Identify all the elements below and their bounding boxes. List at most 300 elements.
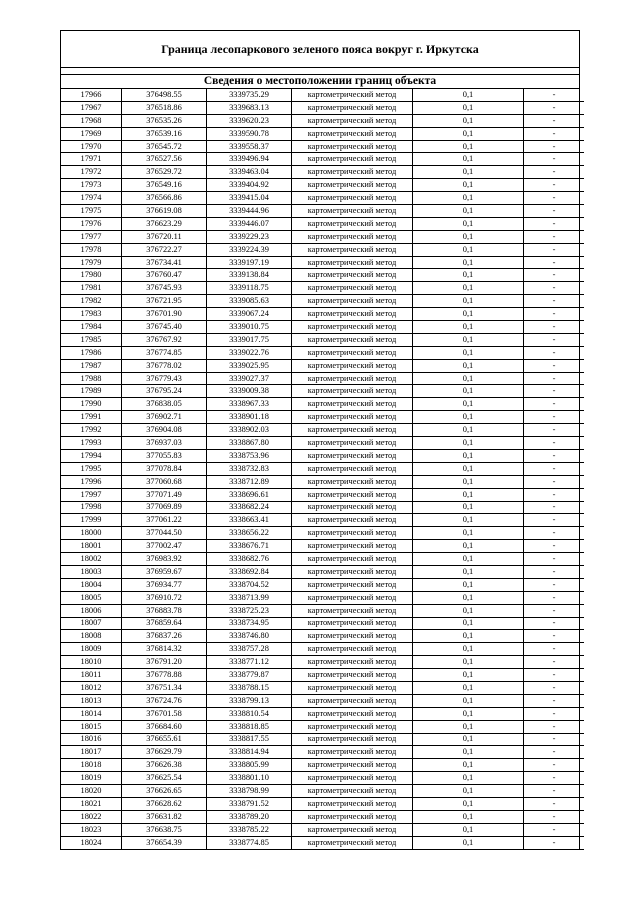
description-cell: -	[524, 733, 585, 746]
coord-x-cell: 376745.93	[122, 282, 207, 295]
description-cell: -	[524, 153, 585, 166]
coord-x-cell: 377055.83	[122, 449, 207, 462]
accuracy-cell: 0,1	[413, 656, 524, 669]
description-cell: -	[524, 462, 585, 475]
description-cell: -	[524, 836, 585, 849]
coord-y-cell: 3339067.24	[207, 308, 292, 321]
coord-x-cell: 376722.27	[122, 243, 207, 256]
description-cell: -	[524, 707, 585, 720]
coordinates-table-body	[61, 89, 584, 849]
table-row	[61, 295, 584, 308]
method-cell: картометрический метод	[292, 785, 413, 798]
point-number-cell: 17983	[61, 308, 122, 321]
table-row	[61, 785, 584, 798]
coord-y-cell: 3338805.99	[207, 759, 292, 772]
table-row	[61, 217, 584, 230]
table-row	[61, 681, 584, 694]
description-cell: -	[524, 230, 585, 243]
method-cell: картометрический метод	[292, 501, 413, 514]
accuracy-cell: 0,1	[413, 101, 524, 114]
coord-x-cell: 376774.85	[122, 346, 207, 359]
description-cell: -	[524, 308, 585, 321]
table-row	[61, 230, 584, 243]
table-row	[61, 643, 584, 656]
point-number-cell: 18008	[61, 630, 122, 643]
point-number-cell: 18016	[61, 733, 122, 746]
table-row	[61, 359, 584, 372]
method-cell: картометрический метод	[292, 359, 413, 372]
accuracy-cell: 0,1	[413, 488, 524, 501]
coord-x-cell: 376623.29	[122, 217, 207, 230]
accuracy-cell: 0,1	[413, 153, 524, 166]
method-cell: картометрический метод	[292, 411, 413, 424]
point-number-cell: 17979	[61, 256, 122, 269]
coord-y-cell: 3338704.52	[207, 578, 292, 591]
coord-y-cell: 3338713.99	[207, 591, 292, 604]
coord-x-cell: 376638.75	[122, 823, 207, 836]
coord-x-cell: 376701.90	[122, 308, 207, 321]
table-row	[61, 488, 584, 501]
coord-y-cell: 3339085.63	[207, 295, 292, 308]
coord-y-cell: 3338753.96	[207, 449, 292, 462]
accuracy-cell: 0,1	[413, 501, 524, 514]
accuracy-cell: 0,1	[413, 462, 524, 475]
accuracy-cell: 0,1	[413, 578, 524, 591]
point-number-cell: 18009	[61, 643, 122, 656]
table-row	[61, 501, 584, 514]
coord-x-cell: 377061.22	[122, 514, 207, 527]
coord-x-cell: 376631.82	[122, 810, 207, 823]
accuracy-cell: 0,1	[413, 230, 524, 243]
accuracy-cell: 0,1	[413, 669, 524, 682]
description-cell: -	[524, 333, 585, 346]
coord-y-cell: 3338814.94	[207, 746, 292, 759]
description-cell: -	[524, 321, 585, 334]
point-number-cell: 17976	[61, 217, 122, 230]
description-cell: -	[524, 475, 585, 488]
point-number-cell: 18011	[61, 669, 122, 682]
coord-y-cell: 3338901.18	[207, 411, 292, 424]
point-number-cell: 18013	[61, 694, 122, 707]
table-row	[61, 836, 584, 849]
description-cell: -	[524, 591, 585, 604]
coord-x-cell: 376883.78	[122, 604, 207, 617]
method-cell: картометрический метод	[292, 527, 413, 540]
coord-y-cell: 3339138.84	[207, 269, 292, 282]
coord-x-cell: 376910.72	[122, 591, 207, 604]
accuracy-cell: 0,1	[413, 114, 524, 127]
point-number-cell: 18017	[61, 746, 122, 759]
coord-x-cell: 376527.56	[122, 153, 207, 166]
method-cell: картометрический метод	[292, 540, 413, 553]
coord-x-cell: 377071.49	[122, 488, 207, 501]
table-row	[61, 449, 584, 462]
method-cell: картометрический метод	[292, 205, 413, 218]
accuracy-cell: 0,1	[413, 205, 524, 218]
table-row	[61, 733, 584, 746]
accuracy-cell: 0,1	[413, 553, 524, 566]
method-cell: картометрический метод	[292, 694, 413, 707]
method-cell: картометрический метод	[292, 488, 413, 501]
description-cell: -	[524, 166, 585, 179]
accuracy-cell: 0,1	[413, 449, 524, 462]
table-row	[61, 101, 584, 114]
method-cell: картометрический метод	[292, 836, 413, 849]
point-number-cell: 17986	[61, 346, 122, 359]
method-cell: картометрический метод	[292, 591, 413, 604]
point-number-cell: 17971	[61, 153, 122, 166]
method-cell: картометрический метод	[292, 89, 413, 101]
coord-y-cell: 3338867.80	[207, 437, 292, 450]
coord-x-cell: 376767.92	[122, 333, 207, 346]
coord-x-cell: 376814.32	[122, 643, 207, 656]
coord-x-cell: 376628.62	[122, 797, 207, 810]
method-cell: картометрический метод	[292, 385, 413, 398]
description-cell: -	[524, 810, 585, 823]
description-cell: -	[524, 501, 585, 514]
description-cell: -	[524, 269, 585, 282]
description-cell: -	[524, 449, 585, 462]
coord-x-cell: 376535.26	[122, 114, 207, 127]
method-cell: картометрический метод	[292, 462, 413, 475]
coord-x-cell: 376518.86	[122, 101, 207, 114]
accuracy-cell: 0,1	[413, 127, 524, 140]
table-row	[61, 89, 584, 101]
coord-y-cell: 3338799.13	[207, 694, 292, 707]
table-row	[61, 810, 584, 823]
description-cell: -	[524, 759, 585, 772]
method-cell: картометрический метод	[292, 797, 413, 810]
coord-y-cell: 3339229.23	[207, 230, 292, 243]
coord-y-cell: 3339027.37	[207, 372, 292, 385]
description-cell: -	[524, 540, 585, 553]
description-cell: -	[524, 101, 585, 114]
accuracy-cell: 0,1	[413, 359, 524, 372]
coord-y-cell: 3338771.12	[207, 656, 292, 669]
method-cell: картометрический метод	[292, 101, 413, 114]
table-row	[61, 127, 584, 140]
point-number-cell: 18022	[61, 810, 122, 823]
coord-x-cell: 376545.72	[122, 140, 207, 153]
method-cell: картометрический метод	[292, 449, 413, 462]
accuracy-cell: 0,1	[413, 617, 524, 630]
method-cell: картометрический метод	[292, 230, 413, 243]
description-cell: -	[524, 617, 585, 630]
coord-y-cell: 3339197.19	[207, 256, 292, 269]
table-row	[61, 140, 584, 153]
coord-x-cell: 376791.20	[122, 656, 207, 669]
table-row	[61, 256, 584, 269]
accuracy-cell: 0,1	[413, 282, 524, 295]
point-number-cell: 17992	[61, 424, 122, 437]
accuracy-cell: 0,1	[413, 166, 524, 179]
accuracy-cell: 0,1	[413, 217, 524, 230]
coord-y-cell: 3338676.71	[207, 540, 292, 553]
method-cell: картометрический метод	[292, 810, 413, 823]
method-cell: картометрический метод	[292, 153, 413, 166]
point-number-cell: 18014	[61, 707, 122, 720]
description-cell: -	[524, 385, 585, 398]
point-number-cell: 17974	[61, 192, 122, 205]
coord-y-cell: 3338712.89	[207, 475, 292, 488]
description-cell: -	[524, 140, 585, 153]
description-cell: -	[524, 346, 585, 359]
coord-y-cell: 3339683.13	[207, 101, 292, 114]
point-number-cell: 17999	[61, 514, 122, 527]
point-number-cell: 17993	[61, 437, 122, 450]
table-row	[61, 656, 584, 669]
description-cell: -	[524, 127, 585, 140]
point-number-cell: 18006	[61, 604, 122, 617]
point-number-cell: 17995	[61, 462, 122, 475]
point-number-cell: 17972	[61, 166, 122, 179]
point-number-cell: 18000	[61, 527, 122, 540]
accuracy-cell: 0,1	[413, 398, 524, 411]
coord-x-cell: 377002.47	[122, 540, 207, 553]
coord-x-cell: 376529.72	[122, 166, 207, 179]
table-row	[61, 192, 584, 205]
table-row	[61, 346, 584, 359]
coord-y-cell: 3338774.85	[207, 836, 292, 849]
coord-x-cell: 376837.26	[122, 630, 207, 643]
table-row	[61, 114, 584, 127]
method-cell: картометрический метод	[292, 321, 413, 334]
table-row	[61, 669, 584, 682]
coord-y-cell: 3339620.23	[207, 114, 292, 127]
table-row	[61, 282, 584, 295]
coord-x-cell: 376625.54	[122, 772, 207, 785]
coord-y-cell: 3338902.03	[207, 424, 292, 437]
method-cell: картометрический метод	[292, 333, 413, 346]
accuracy-cell: 0,1	[413, 243, 524, 256]
accuracy-cell: 0,1	[413, 89, 524, 101]
table-row	[61, 398, 584, 411]
method-cell: картометрический метод	[292, 772, 413, 785]
header-spacer	[61, 68, 579, 75]
description-cell: -	[524, 514, 585, 527]
coord-x-cell: 376724.76	[122, 694, 207, 707]
point-number-cell: 17984	[61, 321, 122, 334]
method-cell: картометрический метод	[292, 295, 413, 308]
table-row	[61, 565, 584, 578]
coord-y-cell: 3338725.23	[207, 604, 292, 617]
method-cell: картометрический метод	[292, 475, 413, 488]
description-cell: -	[524, 797, 585, 810]
description-cell: -	[524, 720, 585, 733]
coord-y-cell: 3339022.76	[207, 346, 292, 359]
description-cell: -	[524, 669, 585, 682]
table-row	[61, 269, 584, 282]
table-row	[61, 308, 584, 321]
method-cell: картометрический метод	[292, 243, 413, 256]
coord-x-cell: 376779.43	[122, 372, 207, 385]
table-row	[61, 720, 584, 733]
method-cell: картометрический метод	[292, 604, 413, 617]
method-cell: картометрический метод	[292, 437, 413, 450]
coord-x-cell: 376549.16	[122, 179, 207, 192]
description-cell: -	[524, 823, 585, 836]
table-row	[61, 411, 584, 424]
coord-x-cell: 376721.95	[122, 295, 207, 308]
description-cell: -	[524, 630, 585, 643]
accuracy-cell: 0,1	[413, 720, 524, 733]
coord-y-cell: 3339010.75	[207, 321, 292, 334]
description-cell: -	[524, 398, 585, 411]
point-number-cell: 18024	[61, 836, 122, 849]
coord-x-cell: 376937.03	[122, 437, 207, 450]
description-cell: -	[524, 295, 585, 308]
method-cell: картометрический метод	[292, 256, 413, 269]
coord-y-cell: 3338818.85	[207, 720, 292, 733]
method-cell: картометрический метод	[292, 669, 413, 682]
method-cell: картометрический метод	[292, 733, 413, 746]
coord-y-cell: 3339496.94	[207, 153, 292, 166]
table-row	[61, 179, 584, 192]
coord-y-cell: 3339404.92	[207, 179, 292, 192]
point-number-cell: 17977	[61, 230, 122, 243]
point-number-cell: 18007	[61, 617, 122, 630]
accuracy-cell: 0,1	[413, 411, 524, 424]
coord-x-cell: 376959.67	[122, 565, 207, 578]
coord-x-cell: 376778.02	[122, 359, 207, 372]
accuracy-cell: 0,1	[413, 746, 524, 759]
description-cell: -	[524, 643, 585, 656]
accuracy-cell: 0,1	[413, 527, 524, 540]
coord-x-cell: 376760.47	[122, 269, 207, 282]
point-number-cell: 17990	[61, 398, 122, 411]
point-number-cell: 17997	[61, 488, 122, 501]
coord-y-cell: 3339444.96	[207, 205, 292, 218]
accuracy-cell: 0,1	[413, 333, 524, 346]
point-number-cell: 18003	[61, 565, 122, 578]
coord-y-cell: 3339463.04	[207, 166, 292, 179]
table-row	[61, 437, 584, 450]
coord-y-cell: 3338746.80	[207, 630, 292, 643]
point-number-cell: 17991	[61, 411, 122, 424]
point-number-cell: 17982	[61, 295, 122, 308]
method-cell: картометрический метод	[292, 707, 413, 720]
table-row	[61, 514, 584, 527]
table-row	[61, 333, 584, 346]
coord-x-cell: 376838.05	[122, 398, 207, 411]
table-row	[61, 553, 584, 566]
accuracy-cell: 0,1	[413, 475, 524, 488]
description-cell: -	[524, 604, 585, 617]
coord-x-cell: 377044.50	[122, 527, 207, 540]
coord-y-cell: 3338779.87	[207, 669, 292, 682]
method-cell: картометрический метод	[292, 565, 413, 578]
coord-y-cell: 3338801.10	[207, 772, 292, 785]
method-cell: картометрический метод	[292, 166, 413, 179]
accuracy-cell: 0,1	[413, 707, 524, 720]
accuracy-cell: 0,1	[413, 437, 524, 450]
method-cell: картометрический метод	[292, 823, 413, 836]
coord-x-cell: 376701.58	[122, 707, 207, 720]
coord-y-cell: 3338734.95	[207, 617, 292, 630]
section-subtitle: Сведения о местоположении границ объекта	[61, 75, 579, 89]
point-number-cell: 17968	[61, 114, 122, 127]
coord-y-cell: 3338798.99	[207, 785, 292, 798]
point-number-cell: 18021	[61, 797, 122, 810]
coord-x-cell: 376539.16	[122, 127, 207, 140]
method-cell: картометрический метод	[292, 746, 413, 759]
method-cell: картометрический метод	[292, 553, 413, 566]
description-cell: -	[524, 694, 585, 707]
description-cell: -	[524, 179, 585, 192]
point-number-cell: 17967	[61, 101, 122, 114]
coord-x-cell: 377069.89	[122, 501, 207, 514]
description-cell: -	[524, 553, 585, 566]
accuracy-cell: 0,1	[413, 424, 524, 437]
coord-x-cell: 376720.11	[122, 230, 207, 243]
table-row	[61, 746, 584, 759]
accuracy-cell: 0,1	[413, 192, 524, 205]
table-row	[61, 540, 584, 553]
coord-y-cell: 3339415.04	[207, 192, 292, 205]
coord-y-cell: 3338967.33	[207, 398, 292, 411]
description-cell: -	[524, 243, 585, 256]
coord-x-cell: 376626.38	[122, 759, 207, 772]
method-cell: картометрический метод	[292, 514, 413, 527]
coord-x-cell: 376684.60	[122, 720, 207, 733]
coord-y-cell: 3339735.29	[207, 89, 292, 101]
description-cell: -	[524, 681, 585, 694]
coord-y-cell: 3338692.84	[207, 565, 292, 578]
table-row	[61, 321, 584, 334]
coord-x-cell: 376654.39	[122, 836, 207, 849]
accuracy-cell: 0,1	[413, 140, 524, 153]
accuracy-cell: 0,1	[413, 823, 524, 836]
point-number-cell: 17978	[61, 243, 122, 256]
method-cell: картометрический метод	[292, 282, 413, 295]
description-cell: -	[524, 527, 585, 540]
coord-x-cell: 376859.64	[122, 617, 207, 630]
table-row	[61, 694, 584, 707]
coord-y-cell: 3338682.76	[207, 553, 292, 566]
method-cell: картометрический метод	[292, 424, 413, 437]
description-cell: -	[524, 282, 585, 295]
point-number-cell: 17969	[61, 127, 122, 140]
coord-y-cell: 3338656.22	[207, 527, 292, 540]
description-cell: -	[524, 424, 585, 437]
table-row	[61, 527, 584, 540]
table-row	[61, 475, 584, 488]
coord-y-cell: 3338785.22	[207, 823, 292, 836]
coord-x-cell: 376934.77	[122, 578, 207, 591]
accuracy-cell: 0,1	[413, 643, 524, 656]
description-cell: -	[524, 578, 585, 591]
table-row	[61, 205, 584, 218]
point-number-cell: 17996	[61, 475, 122, 488]
coord-x-cell: 376734.41	[122, 256, 207, 269]
point-number-cell: 18005	[61, 591, 122, 604]
point-number-cell: 18010	[61, 656, 122, 669]
table-row	[61, 617, 584, 630]
accuracy-cell: 0,1	[413, 346, 524, 359]
method-cell: картометрический метод	[292, 179, 413, 192]
coord-y-cell: 3338788.15	[207, 681, 292, 694]
description-cell: -	[524, 488, 585, 501]
point-number-cell: 17988	[61, 372, 122, 385]
coord-y-cell: 3338732.83	[207, 462, 292, 475]
point-number-cell: 18001	[61, 540, 122, 553]
description-cell: -	[524, 772, 585, 785]
point-number-cell: 18004	[61, 578, 122, 591]
description-cell: -	[524, 372, 585, 385]
point-number-cell: 17987	[61, 359, 122, 372]
coord-y-cell: 3338817.55	[207, 733, 292, 746]
description-cell: -	[524, 437, 585, 450]
